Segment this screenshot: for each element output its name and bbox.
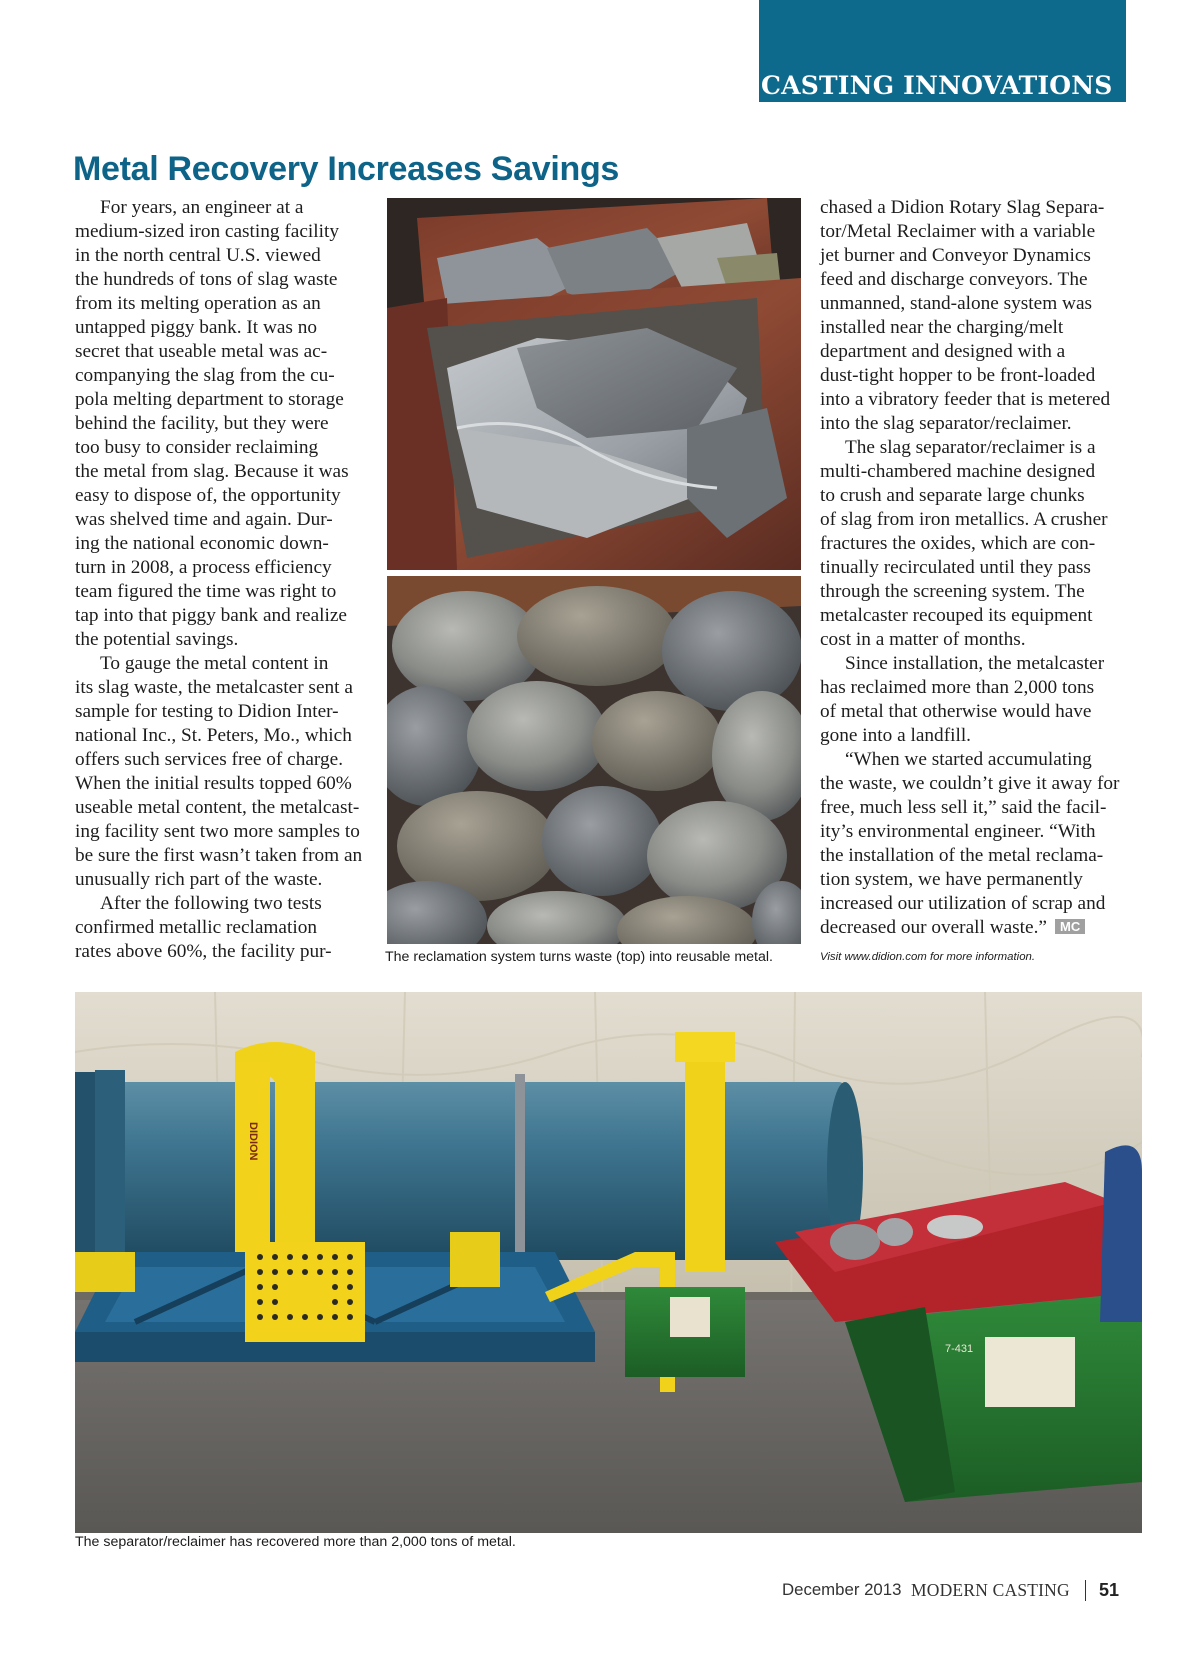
text-line: dust-tight hopper to be front-loaded [820,365,1096,386]
text-line: confirmed metallic reclamation [75,917,317,938]
text-line: free, much less sell it,” said the facil- [820,797,1107,818]
text-line: turn in 2008, a process efficiency [75,557,332,578]
text-line: be sure the first wasn’t taken from an [75,845,363,866]
paragraph [820,748,1132,940]
text-line: useable metal content, the metalcast- [75,797,360,818]
magazine-name: MODERN CASTING [911,1580,1070,1600]
text-line: behind the facility, but they were [75,413,329,434]
text-line: the waste, we couldn’t give it away for [820,773,1120,794]
text-line: department and designed with a [820,341,1066,362]
text-line: feed and discharge conveyors. The [820,269,1088,290]
page-number: 51 [1099,1580,1120,1600]
end-mark-badge: MC [1055,919,1085,934]
text-line: from its melting operation as an [75,293,321,314]
text-line: into a vibratory feeder that is metered [820,389,1111,410]
text-line: of metal that otherwise would have [820,701,1092,722]
slag-photos-caption: The reclamation system turns waste (top) into reusable metal. [385,949,773,965]
issue-date: December 2013 [782,1580,902,1599]
text-line: jet burner and Conveyor Dynamics [820,245,1091,266]
paragraph [820,652,1132,748]
text-line: sample for testing to Didion Inter- [75,701,339,722]
article-headline: Metal Recovery Increases Savings [73,150,620,188]
text-line: the potential savings. [75,629,239,650]
text-line: ing the national economic down- [75,533,329,554]
text-line: When the initial results topped 60% [75,773,352,794]
text-line: in the north central U.S. viewed [75,245,321,266]
text-line: To gauge the metal content in [100,653,329,674]
paragraph [75,652,375,892]
text-line: chased a Didion Rotary Slag Separa- [820,197,1105,218]
separator-reclaimer-photo [75,992,1142,1533]
text-line-content: decreased our overall waste.” [820,917,1047,938]
text-line: easy to dispose of, the opportunity [75,485,341,506]
text-line: the metal from slag. Because it was [75,461,349,482]
reclaimed-metal-photo [387,576,801,944]
bin-marking: 7-431 [945,1343,974,1355]
text-line: The slag separator/reclaimer is a [845,437,1096,458]
text-line: offers such services free of charge. [75,749,344,770]
machine-photo-caption: The separator/reclaimer has recovered more than 2,000 tons of metal. [75,1534,516,1550]
text-line: multi-chambered machine designed [820,461,1096,482]
text-line: fractures the oxides, which are con- [820,533,1096,554]
text-line: cost in a matter of months. [820,629,1026,650]
text-line: increased our utilization of scrap and [820,893,1106,914]
text-line: to crush and separate large chunks [820,485,1085,506]
text-line: metalcaster recouped its equipment [820,605,1093,626]
text-line: After the following two tests [100,893,322,914]
text-line: “When we started accumulating [845,749,1092,770]
text-line [820,916,1132,940]
text-line: into the slag separator/reclaimer. [820,413,1072,434]
text-line: pola melting department to storage [75,389,344,410]
text-line: through the screening system. The [820,581,1085,602]
text-line: medium-sized iron casting facility [75,221,339,242]
text-line: ity’s environmental engineer. “With [820,821,1096,842]
paragraph [75,196,375,652]
text-line: national Inc., St. Peters, Mo., which [75,725,352,746]
paragraph [820,196,1132,436]
text-line: companying the slag from the cu- [75,365,335,386]
section-label: CASTING INNOVATIONS [761,71,1113,100]
text-line: unmanned, stand-alone system was [820,293,1093,314]
paragraph [820,436,1132,652]
text-line: ing facility sent two more samples to [75,821,360,842]
text-line: rates above 60%, the facility pur- [75,941,332,962]
paragraph [75,892,375,964]
text-line: too busy to consider reclaiming [75,437,319,458]
text-line: of slag from iron metallics. A crusher [820,509,1108,530]
slag-waste-illustration [387,198,801,570]
didion-branding: DIDION [247,1122,259,1161]
text-line: unusually rich part of the waste. [75,869,323,890]
left-text-column [75,196,375,964]
reclaimed-metal-illustration [387,576,801,944]
text-line: the installation of the metal reclama- [820,845,1104,866]
text-line: tap into that piggy bank and realize [75,605,347,626]
text-line: tion system, we have permanently [820,869,1083,890]
text-line: installed near the charging/melt [820,317,1064,338]
slag-waste-photo [387,198,801,570]
right-text-column [820,196,1132,940]
text-line: For years, an engineer at a [100,197,304,218]
text-line: gone into a landfill. [820,725,972,746]
text-line: was shelved time and again. Dur- [75,509,333,530]
text-line: untapped piggy bank. It was no [75,317,318,338]
text-line: secret that useable metal was ac- [75,341,328,362]
text-line: has reclaimed more than 2,000 tons [820,677,1095,698]
text-line: tinually recirculated until they pass [820,557,1091,578]
text-line: team figured the time was right to [75,581,337,602]
visit-website-note: Visit www.didion.com for more information. [820,951,1036,963]
footer-divider [1085,1580,1086,1601]
text-line: tor/Metal Reclaimer with a variable [820,221,1096,242]
text-line: Since installation, the metalcaster [845,653,1105,674]
text-line: the hundreds of tons of slag waste [75,269,338,290]
separator-reclaimer-illustration [75,992,1142,1533]
text-line: its slag waste, the metalcaster sent a [75,677,353,698]
